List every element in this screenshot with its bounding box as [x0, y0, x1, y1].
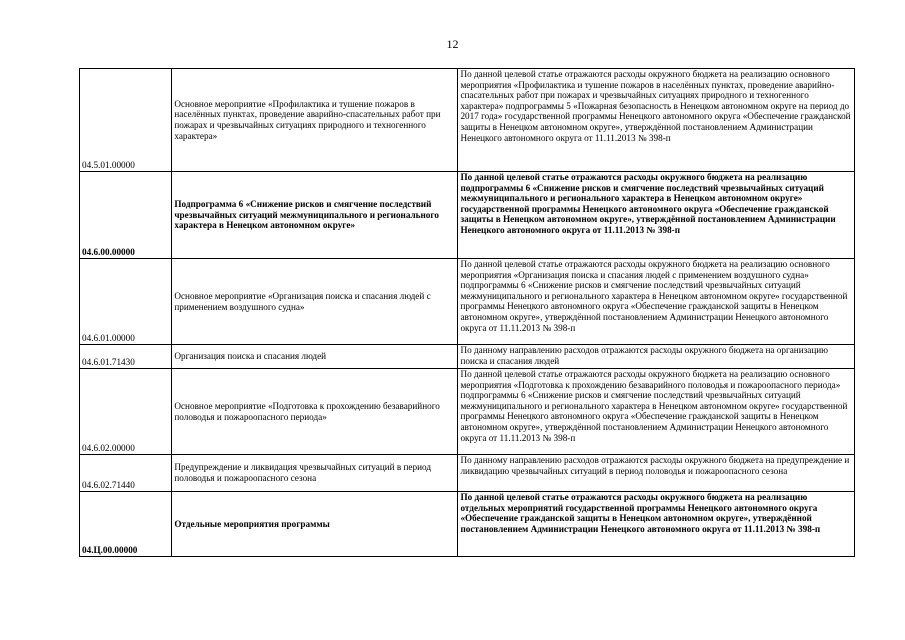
target-code: 04.6.02.00000 — [80, 369, 172, 455]
table-row — [80, 369, 855, 455]
target-name: Предупреждение и ликвидация чрезвычайных ситуаций в период половодья и пожароопасного сезона — [172, 455, 458, 492]
target-description: По данной целевой статье отражаются расходы окружного бюджета на реализацию основного мероприятия «Организация поиска и спасания людей с применением воздушного судна» подпрограммы 6 «Снижение рисков и смягчение последствий чрезвычайных ситуаций межмуниципального и регионального характера в Ненецком автономном округе» государственной программы Ненецкого автономного округа «Обеспечение гражданской защиты в Ненецком автономном округе», утверждённой постановлением Администрации Ненецкого автономного округа от 11.11.2013 № 398-п — [458, 259, 855, 345]
target-description: По данной целевой статье отражаются расходы окружного бюджета на реализацию подпрограммы 6 «Снижение рисков и смягчение последствий чрезвычайных ситуаций межмуниципального и регионального характера в Ненецком автономном округе» государственной программы Ненецкого автономного округа «Обеспечение гражданской защиты в Ненецком автономном округе», утверждённой постановлением Администрации Ненецкого автономного округа от 11.11.2013 № 398-п — [458, 172, 855, 259]
table-row — [80, 455, 855, 492]
target-code: 04.6.02.71440 — [80, 455, 172, 492]
target-name: Отдельные мероприятия программы — [172, 492, 458, 557]
target-description: По данному направлению расходов отражаются расходы окружного бюджета на организацию поиска и спасания людей — [458, 345, 855, 369]
target-description: По данной целевой статье отражаются расходы окружного бюджета на реализацию основного мероприятия «Профилактика и тушение пожаров в населённых пунктах, проведение аварийно-спасательных работ при пожарах и чрезвычайных ситуациях природного и техногенного характера» подпрограммы 5 «Пожарная безопасность в Ненецком автономном округе на период до 2017 года» государственной программы Ненецкого автономного округа «Обеспечение гражданской защиты в Ненецком автономном округе», утверждённой постановлением Администрации Ненецкого автономного округа от 11.11.2013 № 398-п — [458, 69, 855, 172]
target-description: По данной целевой статье отражаются расходы окружного бюджета на реализацию основного мероприятия «Подготовка к прохождению безаварийного половодья и пожароопасного периода» подпрограммы 6 «Снижение рисков и смягчение последствий чрезвычайных ситуаций межмуниципального и регионального характера в Ненецком автономном округе» государственной программы Ненецкого автономного округа «Обеспечение гражданской защиты в Ненецком автономном округе», утверждённой постановлением Администрации Ненецкого автономного округа от 11.11.2013 № 398-п — [458, 369, 855, 455]
table-row — [80, 69, 855, 172]
target-name: Подпрограмма 6 «Снижение рисков и смягчение последствий чрезвычайных ситуаций межмуниципального и регионального характера в Ненецком автономном округе» — [172, 172, 458, 259]
page-number: 12 — [446, 37, 459, 51]
table-row — [80, 345, 855, 369]
table-row — [80, 492, 855, 557]
target-code: 04.Ц.00.00000 — [80, 492, 172, 557]
target-code: 04.6.01.71430 — [80, 345, 172, 369]
target-description: По данному направлению расходов отражаются расходы окружного бюджета на предупреждение и ликвидацию чрезвычайных ситуаций в период половодья и пожароопасного сезона — [458, 455, 855, 492]
target-code: 04.5.01.00000 — [80, 69, 172, 172]
target-name: Основное мероприятие «Подготовка к прохождению безаварийного половодья и пожароопасного периода» — [172, 369, 458, 455]
target-description: По данной целевой статье отражаются расходы окружного бюджета на реализацию отдельных мероприятий государственной программы Ненецкого автономного округа «Обеспечение гражданской защиты в Ненецком автономном округе», утверждённой постановлением Администрации Ненецкого автономного округа от 11.11.2013 № 398-п — [458, 492, 855, 557]
target-code: 04.6.00.00000 — [80, 172, 172, 259]
target-name: Основное мероприятие «Организация поиска и спасания людей с применением воздушного судна» — [172, 259, 458, 345]
target-name: Основное мероприятие «Профилактика и тушение пожаров в населённых пунктах, проведение аварийно-спасательных работ при пожарах и чрезвычайных ситуациях природного и техногенного характера» — [172, 69, 458, 172]
budget-classification-table — [79, 68, 855, 557]
table-row — [80, 259, 855, 345]
target-name: Организация поиска и спасания людей — [172, 345, 458, 369]
target-code: 04.6.01.00000 — [80, 259, 172, 345]
table-row — [80, 172, 855, 259]
